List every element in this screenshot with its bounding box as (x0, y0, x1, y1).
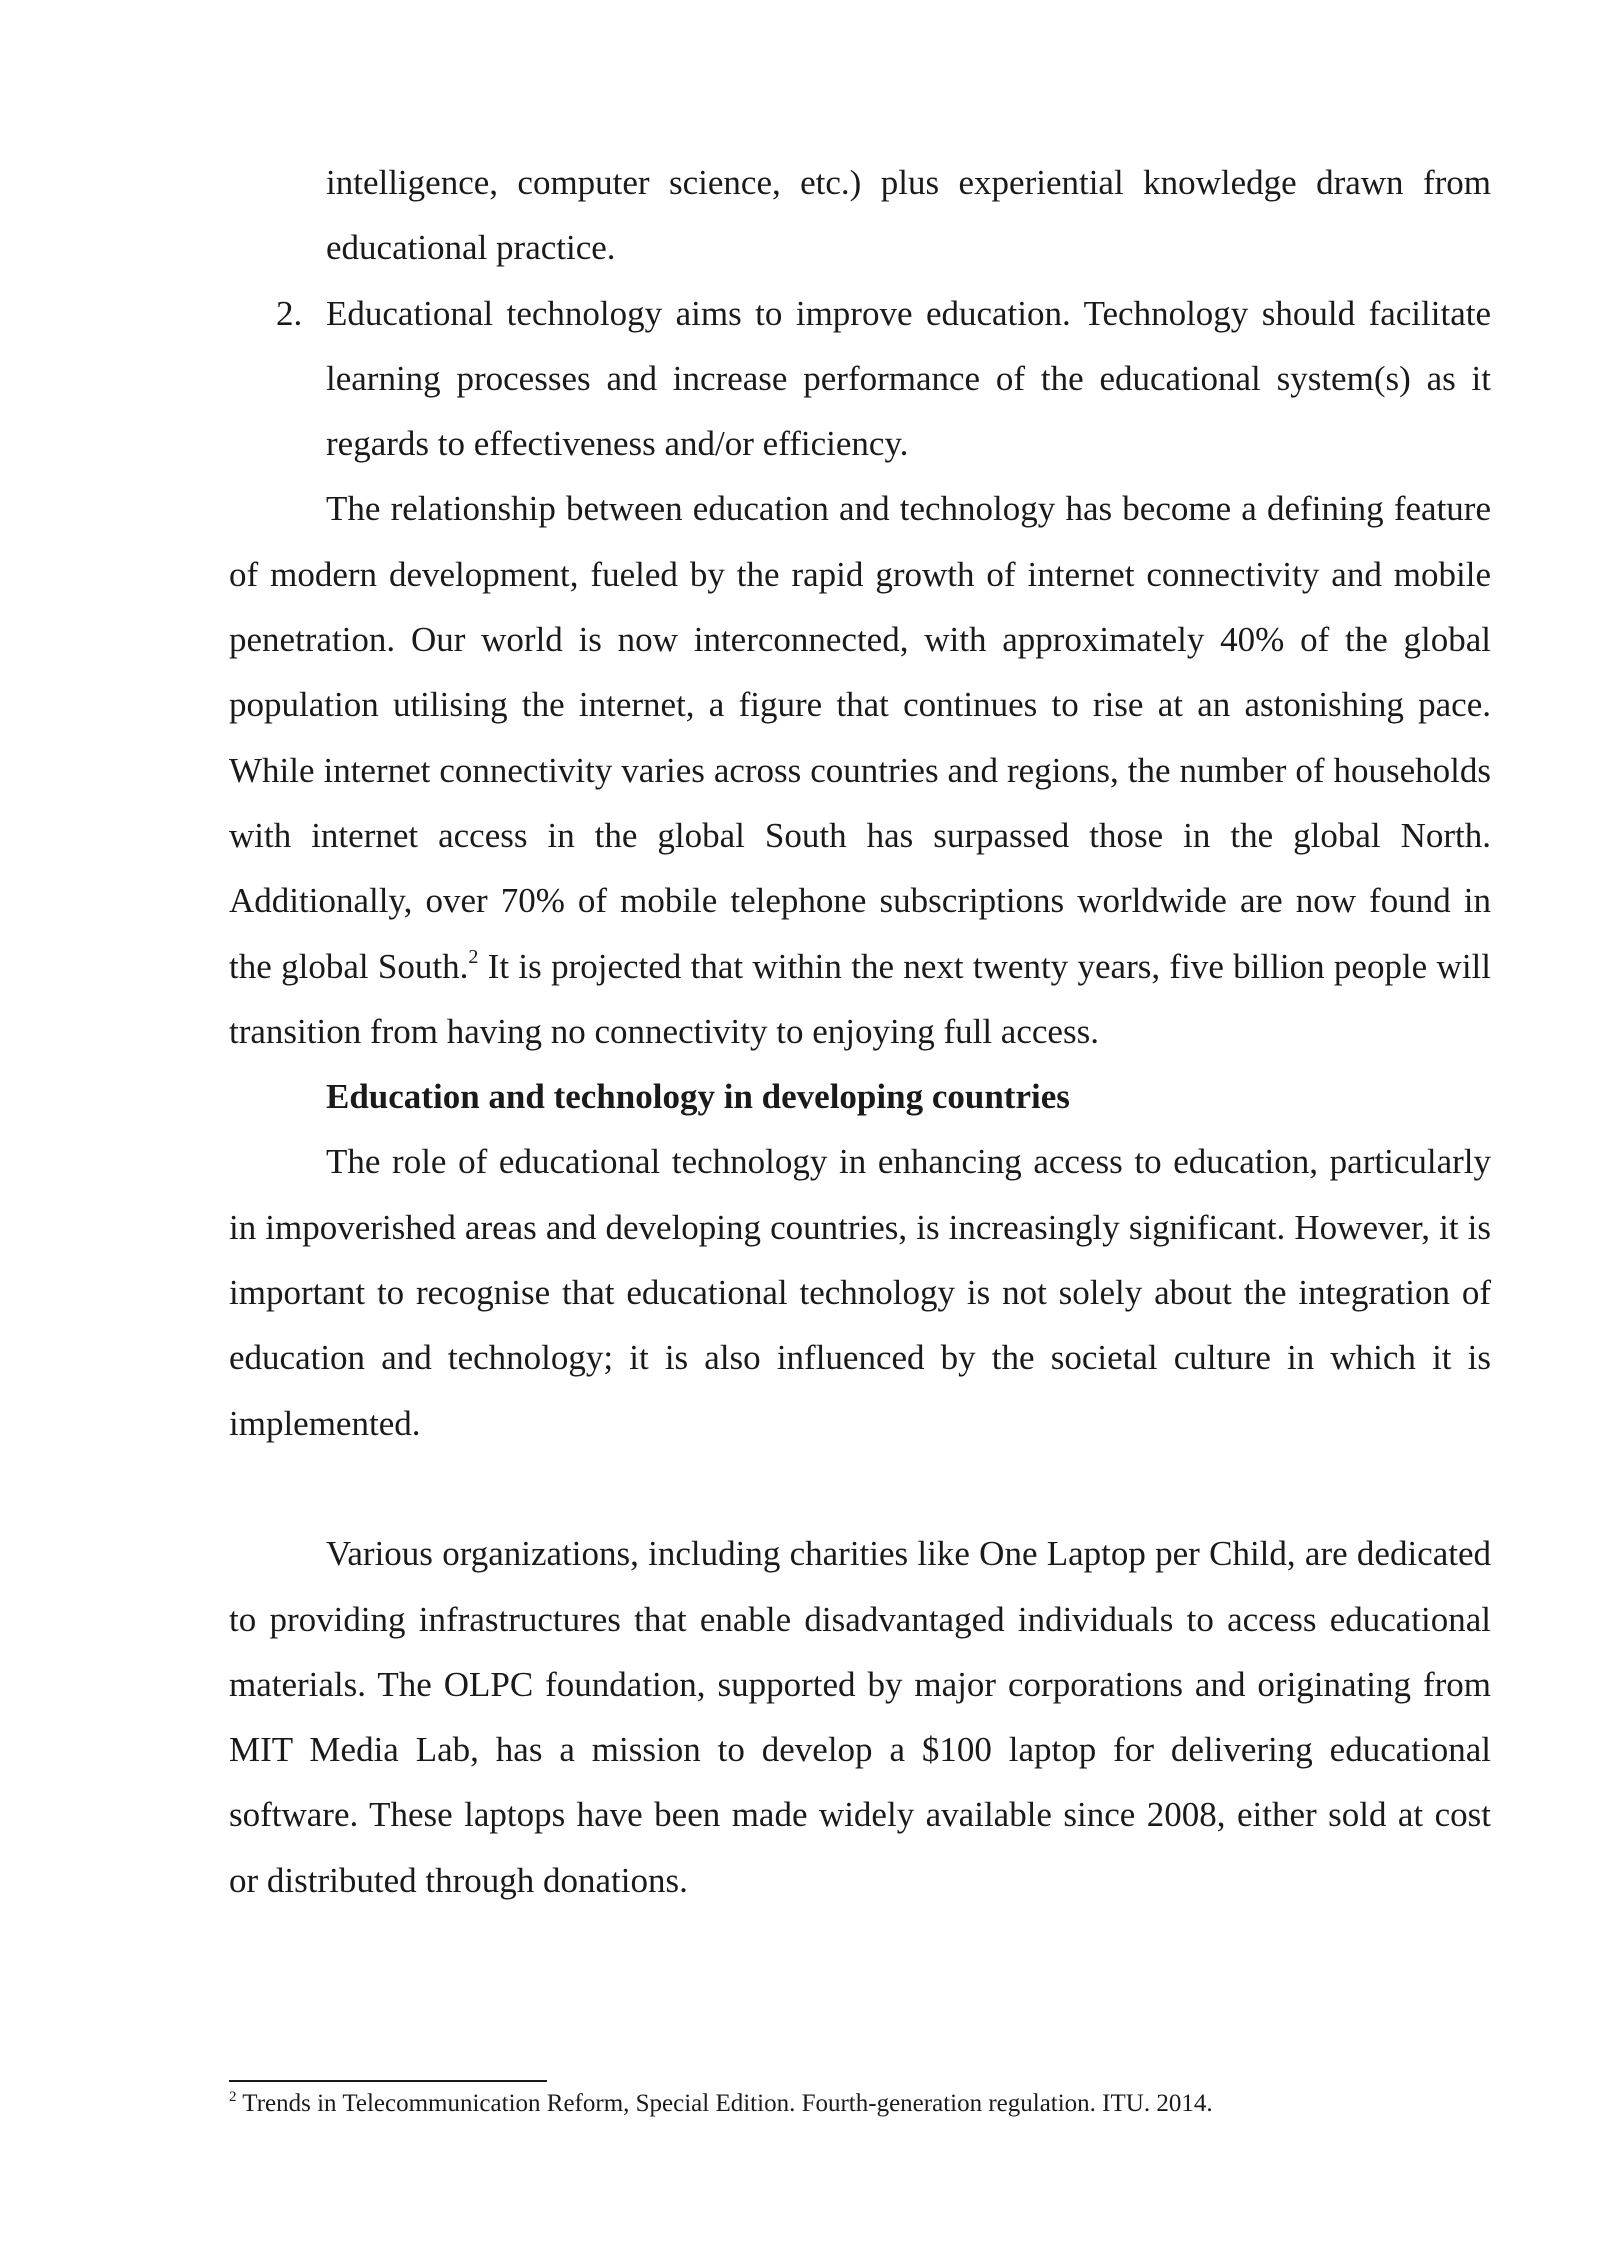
paragraph-relationship (229, 476, 1491, 1064)
footnote-separator (229, 2080, 547, 2082)
list-item-text: Educational technology aims to improve education. Technology should facilitate learning processes and increase performance of the educational system(s) as it regards to effectiveness and/or efficiency. (326, 293, 1491, 464)
section-heading: Education and technology in developing countries (326, 1077, 1070, 1117)
footnote-number: 2 (229, 2089, 237, 2105)
document-body (229, 150, 1491, 1913)
paragraph-text: The relationship between education and technology has become a defining feature of modern development, fueled by the rapid growth of internet connectivity and mobile penetration. Our world is now interconnected, with approximately 40% of the global population utilising the internet, a figure that continues to rise at an astonishing pace. While internet connectivity varies across countries and regions, the number of households with internet access in the global South has surpassed those in the global North. Additionally, over 70% of mobile telephone subscriptions worldwide are now found in the global South. (229, 489, 1491, 986)
footnote-text: Trends in Telecommunication Reform, Special Edition. Fourth-generation regulation. ITU. 2014. (236, 2090, 1213, 2117)
list-item-number: 2. (276, 293, 303, 333)
paragraph-role: The role of educational technology in enhancing access to education, particularly in impoverished areas and developing countries, is increasingly significant. However, it is important to recognise that educational technology is not solely about the integration of education and technology; it is also influenced by the societal culture in which it is implemented. (229, 1142, 1491, 1443)
paragraph-spacer (229, 1456, 1491, 1521)
list-item-2 (229, 281, 1491, 477)
paragraph-organizations: Various organizations, including charities like One Laptop per Child, are dedicated to providing infrastructures that enable disadvantaged individuals to access educational materials. The OLPC foundation, supported by major corporations and originating from MIT Media Lab, has a mission to develop a $100 laptop for delivering educational software. These laptops have been made widely available since 2008, either sold at cost or distributed through donations. (229, 1534, 1491, 1900)
footnote-reference: 2 (468, 945, 479, 968)
footnote (229, 2086, 1491, 2122)
paragraph-text: It is projected that within the next twenty years, five billion people will transition from having no connectivity to enjoying full access. (229, 946, 1491, 1051)
list-item-1-continuation: intelligence, computer science, etc.) plus experiential knowledge drawn from educational practice. (326, 163, 1491, 268)
